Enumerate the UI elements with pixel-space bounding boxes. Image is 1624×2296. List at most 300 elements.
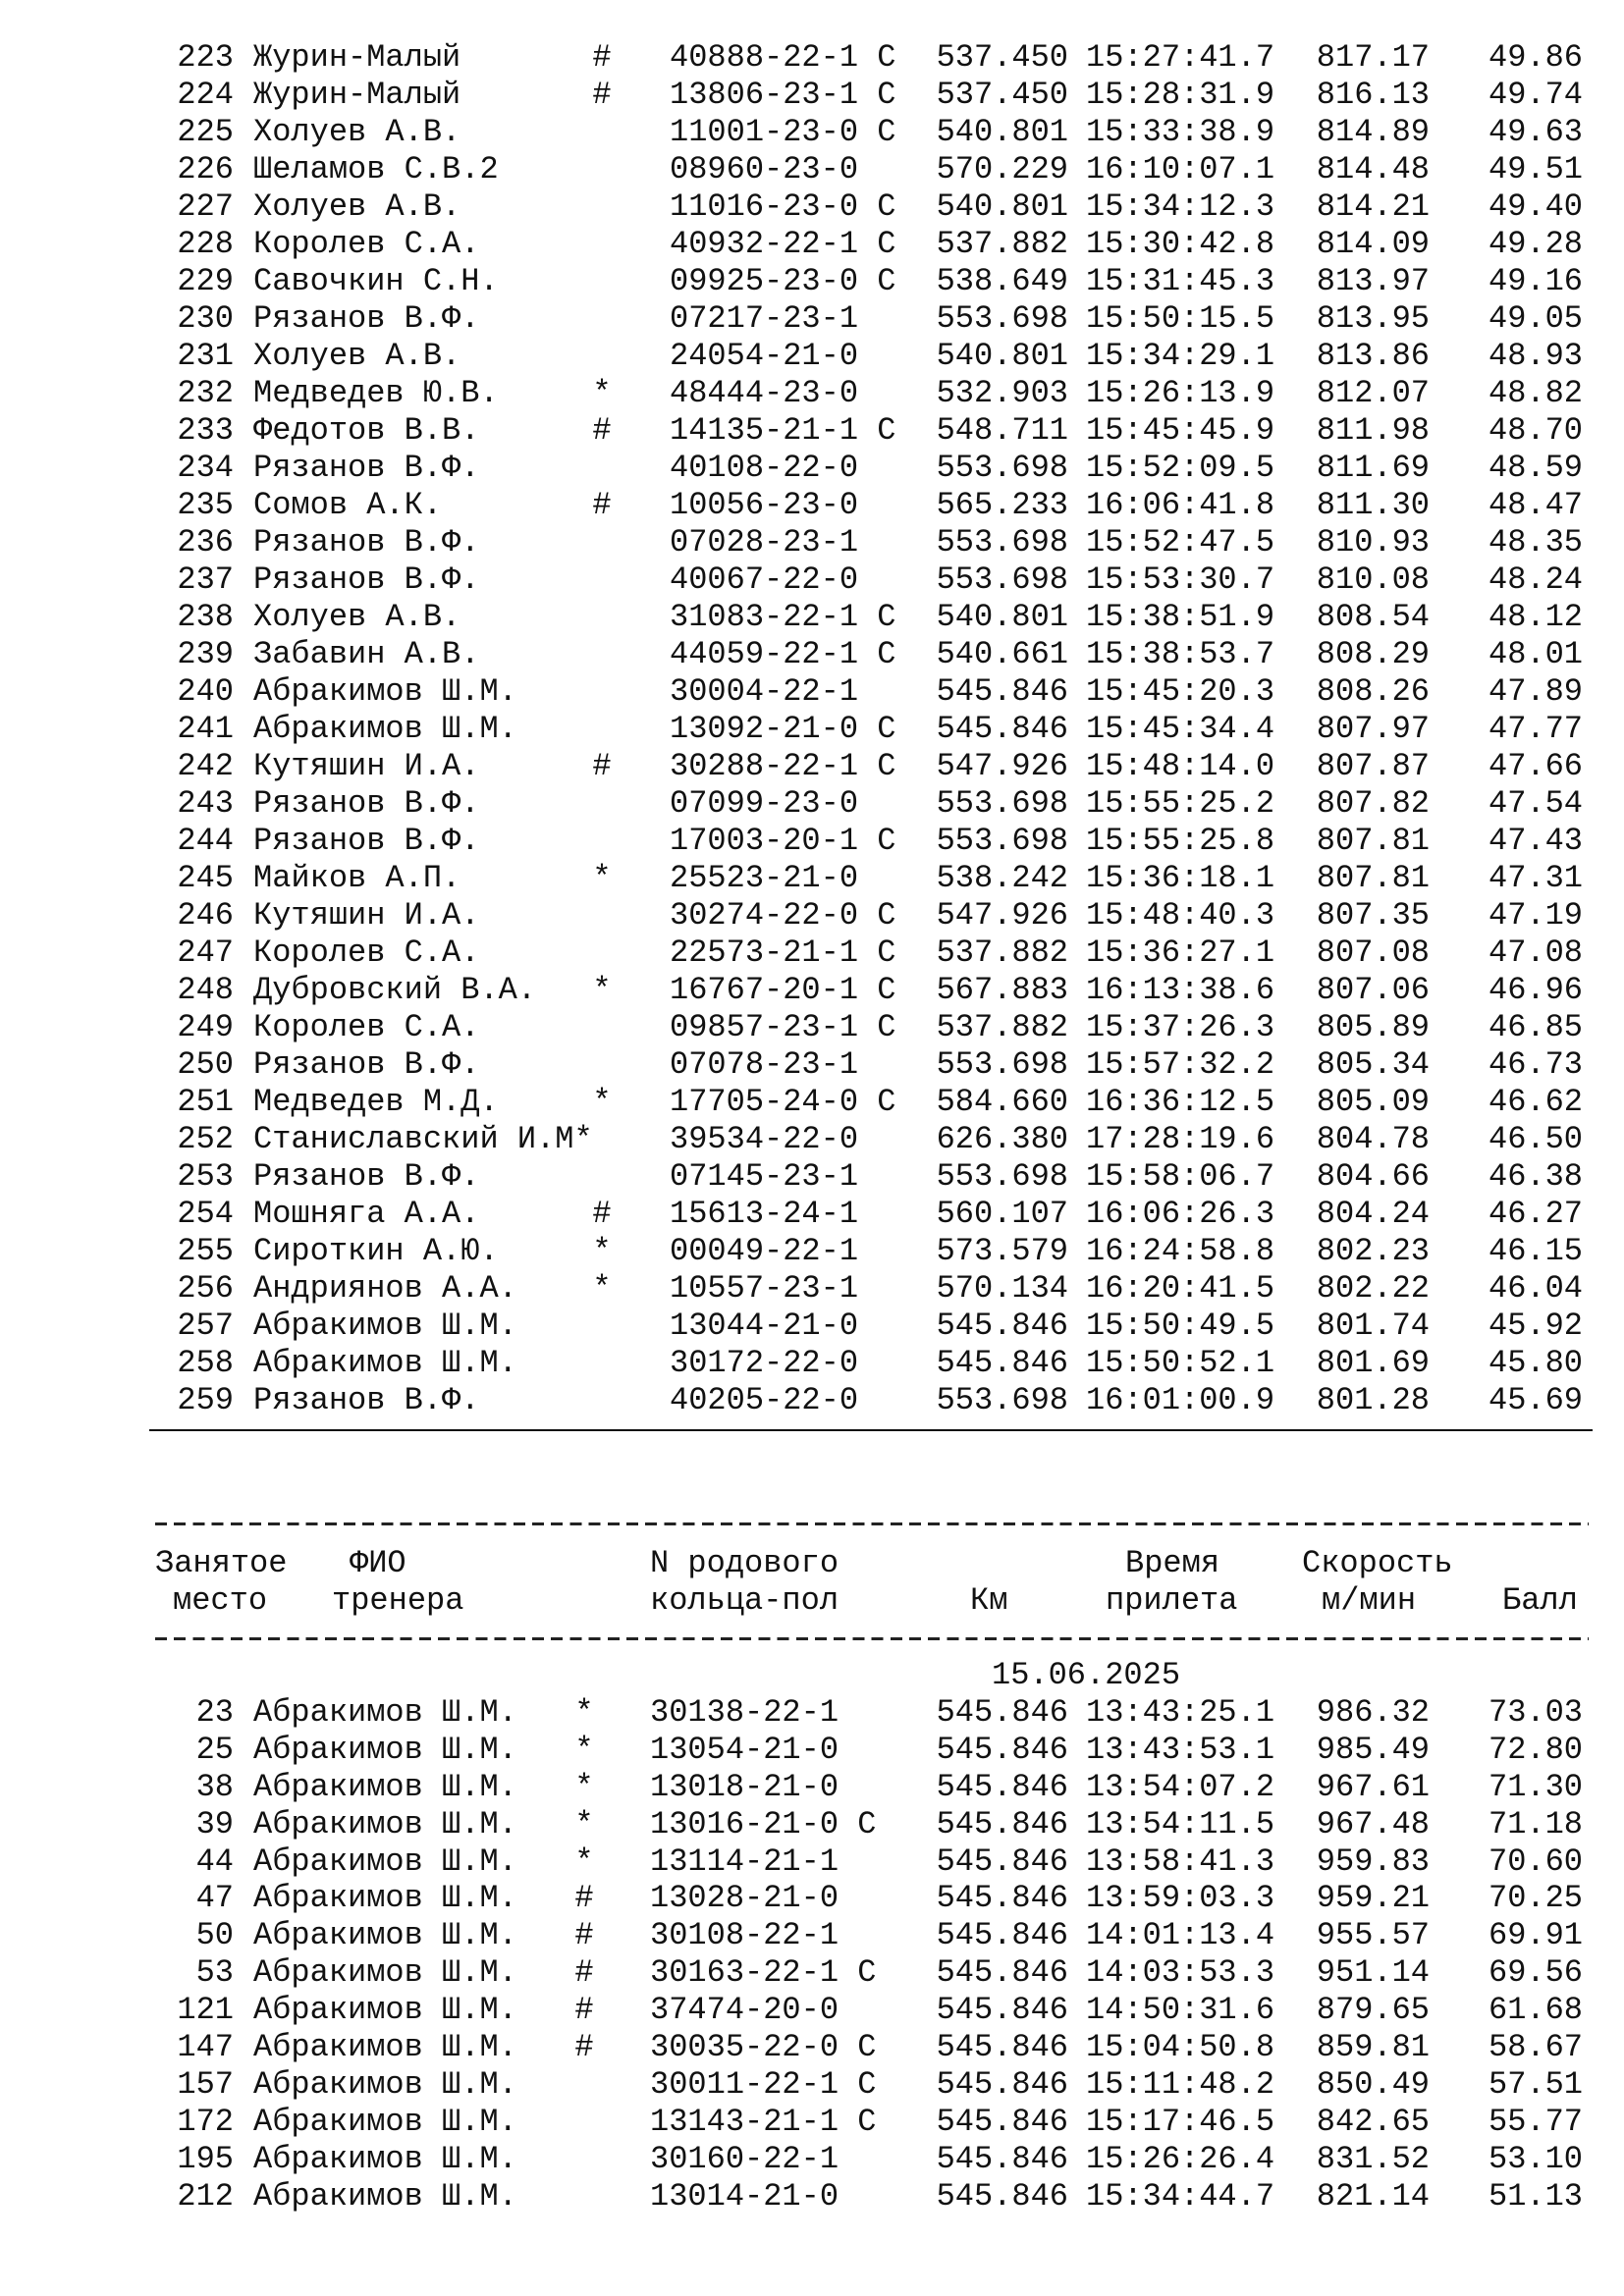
cell-ring: 10557-23-1	[670, 1270, 859, 1307]
cell-speed: 807.35	[1316, 897, 1430, 934]
cell-place: 230	[177, 300, 234, 337]
cell-km: 573.579	[936, 1233, 1068, 1269]
header-name-label: ФИО	[350, 1545, 406, 1581]
cell-name: Абракимов Ш.М.	[253, 2065, 517, 2103]
cell-name: Королев С.А.	[253, 934, 480, 971]
cell-place: 234	[177, 450, 234, 486]
cell-km: 545.846	[936, 2103, 1068, 2140]
table-row	[0, 1046, 1624, 1084]
cell-km: 545.846	[936, 711, 1068, 747]
cell-time: 15:55:25.8	[1086, 823, 1275, 859]
cell-name: Рязанов В.Ф.	[253, 1158, 480, 1195]
cell-mark: #	[574, 2029, 594, 2066]
cell-time: 15:58:06.7	[1086, 1158, 1275, 1195]
header-place-label: Занятое	[155, 1545, 288, 1581]
cell-km: 545.846	[936, 1917, 1068, 1954]
cell-name: Абракимов Ш.М.	[253, 2103, 517, 2140]
table-row	[0, 1345, 1624, 1382]
cell-km: 537.882	[936, 1009, 1068, 1045]
cell-time: 15:33:38.9	[1086, 114, 1275, 150]
cell-place: 147	[177, 2029, 234, 2066]
cell-score: 48.82	[1488, 375, 1583, 411]
cell-name: Холуев А.В.	[253, 338, 461, 374]
cell-name: Рязанов В.Ф.	[253, 450, 480, 486]
table-row	[0, 2178, 1624, 2216]
cell-place: 225	[177, 114, 234, 150]
cell-score: 48.24	[1488, 561, 1583, 598]
cell-speed: 807.06	[1316, 972, 1430, 1008]
cell-mark: *	[592, 1233, 612, 1269]
cell-speed: 813.95	[1316, 300, 1430, 337]
cell-km: 545.846	[936, 1805, 1068, 1842]
cell-time: 15:57:32.2	[1086, 1046, 1275, 1083]
cell-ring: 39534-22-0	[670, 1121, 859, 1157]
cell-speed: 814.89	[1316, 114, 1430, 150]
table-row	[0, 972, 1624, 1009]
cell-ring: 30011-22-1 C	[650, 2065, 877, 2103]
cell-ring: 31083-22-1 C	[670, 599, 896, 635]
cell-speed: 802.23	[1316, 1233, 1430, 1269]
cell-place: 238	[177, 599, 234, 635]
cell-ring: 22573-21-1 C	[670, 934, 896, 971]
cell-speed: 808.26	[1316, 673, 1430, 710]
table-row	[0, 1880, 1624, 1917]
cell-time: 15:26:26.4	[1086, 2140, 1275, 2177]
cell-time: 13:58:41.3	[1086, 1842, 1275, 1880]
cell-ring: 40932-22-1 C	[670, 226, 896, 262]
cell-mark: *	[592, 972, 612, 1008]
cell-score: 58.67	[1488, 2029, 1583, 2066]
table-row	[0, 1382, 1624, 1419]
cell-score: 55.77	[1488, 2103, 1583, 2140]
table-row	[0, 338, 1624, 375]
cell-score: 69.56	[1488, 1954, 1583, 1992]
cell-speed: 859.81	[1316, 2029, 1430, 2066]
cell-km: 560.107	[936, 1196, 1068, 1232]
cell-name: Андриянов А.А.	[253, 1270, 517, 1307]
cell-place: 228	[177, 226, 234, 262]
cell-mark: *	[574, 1694, 594, 1731]
cell-ring: 13044-21-0	[670, 1308, 859, 1344]
cell-score: 73.03	[1488, 1694, 1583, 1731]
cell-ring: 13114-21-1	[650, 1842, 839, 1880]
cell-score: 47.19	[1488, 897, 1583, 934]
results-table-trainer	[0, 1694, 1624, 2215]
cell-time: 15:34:29.1	[1086, 338, 1275, 374]
cell-km: 545.846	[936, 2177, 1068, 2215]
cell-score: 48.59	[1488, 450, 1583, 486]
cell-place: 212	[177, 2177, 234, 2215]
cell-ring: 17705-24-0 C	[670, 1084, 896, 1120]
cell-ring: 30035-22-0 C	[650, 2029, 877, 2066]
cell-ring: 13016-21-0 C	[650, 1805, 877, 1842]
cell-ring: 25523-21-0	[670, 860, 859, 896]
cell-name: Рязанов В.Ф.	[253, 1382, 480, 1418]
cell-time: 15:38:53.7	[1086, 636, 1275, 672]
cell-place: 223	[177, 39, 234, 76]
cell-ring: 17003-20-1 C	[670, 823, 896, 859]
table-row	[0, 711, 1624, 748]
cell-time: 15:45:20.3	[1086, 673, 1275, 710]
cell-speed: 802.22	[1316, 1270, 1430, 1307]
cell-ring: 30004-22-1	[670, 673, 859, 710]
cell-place: 240	[177, 673, 234, 710]
cell-ring: 30163-22-1 C	[650, 1954, 877, 1992]
cell-name: Забавин А.В.	[253, 636, 480, 672]
cell-place: 245	[177, 860, 234, 896]
cell-score: 49.28	[1488, 226, 1583, 262]
cell-score: 46.27	[1488, 1196, 1583, 1232]
cell-speed: 801.69	[1316, 1345, 1430, 1381]
cell-time: 13:59:03.3	[1086, 1880, 1275, 1917]
table-row	[0, 1233, 1624, 1270]
cell-name: Абракимов Ш.М.	[253, 2029, 517, 2066]
cell-name: Королев С.А.	[253, 1009, 480, 1045]
cell-speed: 967.48	[1316, 1805, 1430, 1842]
cell-name: Абракимов Ш.М.	[253, 1694, 517, 1731]
cell-ring: 13806-23-1 C	[670, 77, 896, 113]
cell-name: Абракимов Ш.М.	[253, 1880, 517, 1917]
cell-ring: 40205-22-0	[670, 1382, 859, 1418]
table-row	[0, 860, 1624, 897]
cell-time: 15:50:49.5	[1086, 1308, 1275, 1344]
cell-time: 15:31:45.3	[1086, 263, 1275, 299]
cell-speed: 810.93	[1316, 524, 1430, 561]
cell-score: 49.40	[1488, 188, 1583, 225]
cell-time: 13:54:07.2	[1086, 1768, 1275, 1805]
cell-name: Абракимов Ш.М.	[253, 1842, 517, 1880]
cell-name: Медведев М.Д.	[253, 1084, 499, 1120]
cell-time: 15:52:47.5	[1086, 524, 1275, 561]
cell-speed: 801.28	[1316, 1382, 1430, 1418]
header-speed-label-2: м/мин	[1322, 1582, 1417, 1619]
cell-ring: 15613-24-1	[670, 1196, 859, 1232]
table-row	[0, 785, 1624, 823]
cell-km: 626.380	[936, 1121, 1068, 1157]
cell-ring: 09925-23-0 C	[670, 263, 896, 299]
cell-name: Холуев А.В.	[253, 114, 461, 150]
cell-speed: 985.49	[1316, 1731, 1430, 1768]
table-row	[0, 897, 1624, 934]
table-end-rule	[149, 1429, 1593, 1431]
cell-speed: 807.81	[1316, 823, 1430, 859]
cell-name: Сомов А.К.	[253, 487, 443, 523]
cell-time: 17:28:19.6	[1086, 1121, 1275, 1157]
cell-speed: 959.83	[1316, 1842, 1430, 1880]
cell-km: 540.801	[936, 338, 1068, 374]
cell-km: 565.233	[936, 487, 1068, 523]
cell-score: 46.73	[1488, 1046, 1583, 1083]
cell-name: Рязанов В.Ф.	[253, 561, 480, 598]
table-row	[0, 1694, 1624, 1732]
cell-time: 15:30:42.8	[1086, 226, 1275, 262]
table-row	[0, 77, 1624, 114]
table-row	[0, 1270, 1624, 1308]
cell-mark: #	[592, 748, 612, 784]
cell-mark: *	[574, 1842, 594, 1880]
cell-score: 71.18	[1488, 1805, 1583, 1842]
cell-place: 239	[177, 636, 234, 672]
cell-time: 15:17:46.5	[1086, 2103, 1275, 2140]
cell-name: Холуев А.В.	[253, 188, 461, 225]
table-row	[0, 1917, 1624, 1954]
cell-ring: 48444-23-0	[670, 375, 859, 411]
cell-km: 545.846	[936, 1731, 1068, 1768]
cell-ring: 13014-21-0	[650, 2177, 839, 2215]
cell-name: Кутяшин И.А.	[253, 748, 480, 784]
cell-speed: 805.89	[1316, 1009, 1430, 1045]
cell-name: Абракимов Ш.М.	[253, 1992, 517, 2029]
cell-place: 254	[177, 1196, 234, 1232]
cell-speed: 807.81	[1316, 860, 1430, 896]
table-row	[0, 1954, 1624, 1992]
cell-score: 69.91	[1488, 1917, 1583, 1954]
cell-place: 50	[195, 1917, 234, 1954]
cell-name: Рязанов В.Ф.	[253, 300, 480, 337]
cell-score: 48.93	[1488, 338, 1583, 374]
table-row	[0, 823, 1624, 860]
header-speed-label: Скорость	[1302, 1545, 1453, 1581]
cell-time: 15:50:52.1	[1086, 1345, 1275, 1381]
cell-time: 15:28:31.9	[1086, 77, 1275, 113]
cell-time: 15:55:25.2	[1086, 785, 1275, 822]
cell-time: 16:36:12.5	[1086, 1084, 1275, 1120]
header-time-label-2: прилета	[1106, 1582, 1238, 1619]
cell-km: 553.698	[936, 823, 1068, 859]
cell-ring: 30172-22-0	[670, 1345, 859, 1381]
table-row	[0, 561, 1624, 599]
cell-km: 553.698	[936, 450, 1068, 486]
cell-ring: 07217-23-1	[670, 300, 859, 337]
header-ring-label: N родового	[650, 1545, 839, 1581]
cell-place: 227	[177, 188, 234, 225]
cell-place: 252	[177, 1121, 234, 1157]
table-row	[0, 263, 1624, 300]
table-row	[0, 599, 1624, 636]
table-row	[0, 1732, 1624, 1769]
cell-name: Абракимов Ш.М.	[253, 1731, 517, 1768]
cell-score: 48.01	[1488, 636, 1583, 672]
cell-km: 545.846	[936, 1308, 1068, 1344]
table-row	[0, 412, 1624, 450]
table-row	[0, 1009, 1624, 1046]
cell-time: 16:06:26.3	[1086, 1196, 1275, 1232]
table-row	[0, 450, 1624, 487]
cell-time: 13:43:25.1	[1086, 1694, 1275, 1731]
cell-km: 545.846	[936, 2029, 1068, 2066]
table-row	[0, 2066, 1624, 2104]
cell-km: 553.698	[936, 1046, 1068, 1083]
cell-name: Кутяшин И.А.	[253, 897, 480, 934]
cell-mark: *	[592, 375, 612, 411]
cell-time: 15:36:27.1	[1086, 934, 1275, 971]
cell-speed: 807.08	[1316, 934, 1430, 971]
cell-place: 23	[195, 1694, 234, 1731]
table-row	[0, 1158, 1624, 1196]
cell-place: 195	[177, 2140, 234, 2177]
table-row	[0, 1308, 1624, 1345]
cell-ring: 37474-20-0	[650, 1992, 839, 2029]
cell-speed: 951.14	[1316, 1954, 1430, 1992]
cell-name: Станиславский И.М*	[253, 1121, 593, 1157]
cell-mark: #	[592, 1196, 612, 1232]
race-date: 15.06.2025	[991, 1657, 1181, 1693]
cell-km: 540.801	[936, 188, 1068, 225]
cell-score: 49.63	[1488, 114, 1583, 150]
cell-name: Абракимов Ш.М.	[253, 1805, 517, 1842]
table-row	[0, 375, 1624, 412]
cell-speed: 811.98	[1316, 412, 1430, 449]
cell-score: 47.77	[1488, 711, 1583, 747]
cell-speed: 807.87	[1316, 748, 1430, 784]
cell-place: 251	[177, 1084, 234, 1120]
cell-km: 553.698	[936, 561, 1068, 598]
cell-mark: *	[592, 1270, 612, 1307]
cell-ring: 30108-22-1	[650, 1917, 839, 1954]
table-row	[0, 1806, 1624, 1843]
cell-place: 44	[195, 1842, 234, 1880]
cell-score: 47.31	[1488, 860, 1583, 896]
cell-name: Абракимов Ш.М.	[253, 2140, 517, 2177]
cell-score: 47.54	[1488, 785, 1583, 822]
cell-ring: 40888-22-1 C	[670, 39, 896, 76]
cell-ring: 16767-20-1 C	[670, 972, 896, 1008]
cell-time: 15:11:48.2	[1086, 2065, 1275, 2103]
cell-place: 231	[177, 338, 234, 374]
cell-ring: 30138-22-1	[650, 1694, 839, 1731]
cell-ring: 30288-22-1 C	[670, 748, 896, 784]
cell-mark: #	[574, 1917, 594, 1954]
cell-place: 121	[177, 1992, 234, 2029]
cell-mark: *	[574, 1768, 594, 1805]
cell-name: Медведев Ю.В.	[253, 375, 499, 411]
cell-name: Мошняга А.А.	[253, 1196, 480, 1232]
cell-name: Абракимов Ш.М.	[253, 1308, 517, 1344]
cell-speed: 805.09	[1316, 1084, 1430, 1120]
cell-time: 13:54:11.5	[1086, 1805, 1275, 1842]
table-row	[0, 748, 1624, 785]
cell-place: 257	[177, 1308, 234, 1344]
cell-score: 49.05	[1488, 300, 1583, 337]
table-row	[0, 524, 1624, 561]
cell-speed: 807.97	[1316, 711, 1430, 747]
cell-mark: *	[574, 1731, 594, 1768]
cell-speed: 811.69	[1316, 450, 1430, 486]
cell-score: 48.35	[1488, 524, 1583, 561]
cell-score: 47.66	[1488, 748, 1583, 784]
cell-km: 548.711	[936, 412, 1068, 449]
cell-time: 15:26:13.9	[1086, 375, 1275, 411]
cell-score: 46.04	[1488, 1270, 1583, 1307]
cell-speed: 816.13	[1316, 77, 1430, 113]
cell-place: 256	[177, 1270, 234, 1307]
cell-time: 15:50:15.5	[1086, 300, 1275, 337]
cell-score: 57.51	[1488, 2065, 1583, 2103]
cell-km: 553.698	[936, 1382, 1068, 1418]
cell-time: 15:45:34.4	[1086, 711, 1275, 747]
cell-speed: 814.09	[1316, 226, 1430, 262]
cell-place: 247	[177, 934, 234, 971]
cell-name: Холуев А.В.	[253, 599, 461, 635]
cell-speed: 808.54	[1316, 599, 1430, 635]
cell-speed: 955.57	[1316, 1917, 1430, 1954]
cell-place: 172	[177, 2103, 234, 2140]
cell-score: 46.96	[1488, 972, 1583, 1008]
cell-mark: *	[592, 1084, 612, 1120]
table-row	[0, 2029, 1624, 2066]
cell-name: Абракимов Ш.М.	[253, 1917, 517, 1954]
cell-speed: 805.34	[1316, 1046, 1430, 1083]
cell-place: 235	[177, 487, 234, 523]
cell-place: 243	[177, 785, 234, 822]
cell-score: 53.10	[1488, 2140, 1583, 2177]
cell-speed: 813.97	[1316, 263, 1430, 299]
cell-name: Абракимов Ш.М.	[253, 673, 517, 710]
cell-score: 70.60	[1488, 1842, 1583, 1880]
cell-score: 48.47	[1488, 487, 1583, 523]
cell-time: 16:20:41.5	[1086, 1270, 1275, 1307]
cell-place: 232	[177, 375, 234, 411]
cell-km: 545.846	[936, 2140, 1068, 2177]
results-table-continued	[0, 39, 1624, 1419]
cell-score: 46.50	[1488, 1121, 1583, 1157]
cell-km: 553.698	[936, 524, 1068, 561]
table-row	[0, 1084, 1624, 1121]
table-row	[0, 1121, 1624, 1158]
cell-time: 16:13:38.6	[1086, 972, 1275, 1008]
cell-score: 46.15	[1488, 1233, 1583, 1269]
cell-km: 532.903	[936, 375, 1068, 411]
cell-km: 545.846	[936, 1768, 1068, 1805]
cell-score: 45.92	[1488, 1308, 1583, 1344]
cell-km: 545.846	[936, 2065, 1068, 2103]
cell-score: 46.85	[1488, 1009, 1583, 1045]
cell-place: 47	[195, 1880, 234, 1917]
cell-time: 16:24:58.8	[1086, 1233, 1275, 1269]
cell-ring: 44059-22-1 C	[670, 636, 896, 672]
cell-score: 49.51	[1488, 151, 1583, 187]
table-row	[0, 300, 1624, 338]
cell-time: 15:45:45.9	[1086, 412, 1275, 449]
table-row	[0, 1769, 1624, 1806]
cell-name: Шеламов С.В.2	[253, 151, 499, 187]
cell-mark: *	[592, 860, 612, 896]
table-row	[0, 39, 1624, 77]
cell-km: 567.883	[936, 972, 1068, 1008]
cell-score: 72.80	[1488, 1731, 1583, 1768]
cell-mark: #	[592, 77, 612, 113]
header-km-label: Км	[970, 1582, 1008, 1619]
cell-time: 13:43:53.1	[1086, 1731, 1275, 1768]
table-row	[0, 151, 1624, 188]
cell-km: 570.134	[936, 1270, 1068, 1307]
cell-place: 224	[177, 77, 234, 113]
cell-name: Рязанов В.Ф.	[253, 524, 480, 561]
cell-km: 545.846	[936, 1992, 1068, 2029]
cell-ring: 09857-23-1 C	[670, 1009, 896, 1045]
cell-ring: 40067-22-0	[670, 561, 859, 598]
cell-km: 545.846	[936, 1880, 1068, 1917]
cell-mark: #	[592, 487, 612, 523]
cell-ring: 14135-21-1 C	[670, 412, 896, 449]
cell-name: Абракимов Ш.М.	[253, 711, 517, 747]
cell-name: Абракимов Ш.М.	[253, 1768, 517, 1805]
cell-km: 537.882	[936, 934, 1068, 971]
cell-place: 237	[177, 561, 234, 598]
cell-ring: 13143-21-1 C	[650, 2103, 877, 2140]
cell-score: 46.62	[1488, 1084, 1583, 1120]
cell-km: 537.450	[936, 39, 1068, 76]
